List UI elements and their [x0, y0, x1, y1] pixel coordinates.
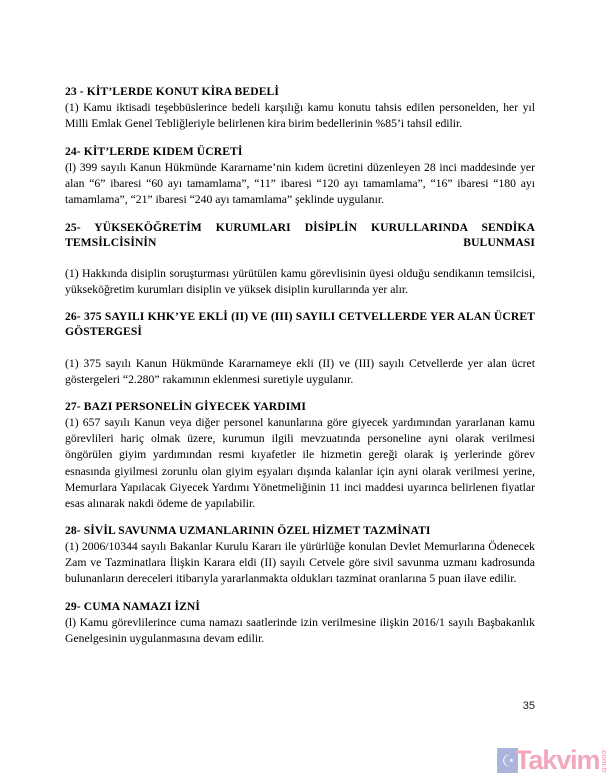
section-paragraph: (1) Kamu iktisadi teşebbüslerince bedeli karşılığı kamu konutu tahsis edilen personelden, her yıl Milli Emlak Genel Tebliğleriyle belirlenen kira birim bedellerinin %85’i tahsil edilir. — [65, 101, 535, 131]
section-heading: 28- SİVİL SAVUNMA UZMANLARININ ÖZEL HİZMET TAZMİNATI — [65, 524, 431, 538]
section-heading: 24- KİT’LERDE KIDEM ÜCRETİ — [65, 144, 243, 158]
section-paragraph: (1) 375 sayılı Kanun Hükmünde Kararnameye ekli (II) ve (III) sayılı Cetvellerde yer alan ücret göstergeleri “2.280” rakamının eklenmesi suretiyle uygulanır. — [65, 356, 535, 386]
section-paragraph: (1) 657 sayılı Kanun veya diğer personel kanunlarına göre giyecek yardımından yararlanan kamu görevlileri hariç olmak üzere, kurumun ilgili mevzuatında personeline ayni olarak verilmesi öngörülen giyim yardımından resmi kıyafetler ile hizmetin gereği olarak iş yerlerinde görev esnasında giyilmesi zorunlu olan giyim eşyaları dışında kalanlar için ayni olarak verilmesi yerine, Memurlara Yapılacak Giyecek Yardımı Yönetmeliğinin 11 inci maddesi uyarınca belirlenen fiyatlar esas alınarak nakdi ödeme de yapılabilir. — [65, 416, 535, 510]
takvim-watermark — [497, 744, 609, 777]
section-heading: 26- 375 SAYILI KHK’YE EKLİ (II) VE (III) SAYILI CETVELLERDE YER ALAN ÜCRET GÖSTERGESİ — [65, 310, 535, 339]
section-29 — [65, 599, 535, 647]
section-25 — [65, 220, 535, 298]
section-paragraph: (1) Hakkında disiplin soruşturması yürütülen kamu görevlisinin üyesi olduğu sendikanın temsilcisi, yükseköğretim kurumları disiplin ve yüksek disiplin kurullarında yer alır. — [65, 266, 535, 296]
section-paragraph: (1) 2006/10344 sayılı Bakanlar Kurulu Kararı ile yürürlüğe konulan Devlet Memurlarına Ödenecek Zam ve Tazminatlara İlişkin Karara eldi (II) sayılı Cetvele göre sivil savunma uzmanı kadrosunda bulunanların dereceleri itibarıyla yararlanmakta oldukları tazminat oranlarına 5 puan ilave edilir. — [65, 540, 535, 586]
page-number: 35 — [522, 700, 535, 712]
section-27 — [65, 399, 535, 512]
section-26 — [65, 309, 535, 387]
document-body — [65, 84, 535, 659]
section-28 — [65, 523, 535, 587]
section-heading: 25- YÜKSEKÖĞRETİM KURUMLARI DİSİPLİN KURULLARINDA SENDİKA TEMSİLCİSİNİN BULUNMASI — [65, 220, 535, 249]
section-paragraph: (l) 399 sayılı Kanun Hükmünde Kararname’nin kıdem ücretini düzenleyen 28 inci maddesinde yer alan “6” ibaresi “60 ayı tamamlama”, “11” ibaresi “120 ayı tamamlama”, “16” ibaresi “180 ayı tamamlama”, “21” ibaresi “240 ayı tamamlama” şeklinde uygulanır. — [65, 160, 535, 206]
section-heading: 29- CUMA NAMAZI İZNİ — [65, 600, 201, 614]
watermark-tld: .com.tr — [599, 747, 609, 773]
section-24 — [65, 144, 535, 208]
section-heading: 27- BAZI PERSONELİN GİYECEK YARDIMI — [65, 400, 306, 414]
section-paragraph: (l) Kamu görevlilerince cuma namazı saatlerinde izin verilmesine ilişkin 2016/1 sayılı Başbakanlık Genelgesinin uygulanmasına devam edilir. — [65, 616, 535, 646]
watermark-word-rest: akvim — [528, 745, 600, 775]
watermark-lead-letter: T — [515, 745, 529, 775]
section-23 — [65, 84, 535, 132]
watermark-wordmark — [515, 747, 599, 774]
section-heading: 23 - KİT’LERDE KONUT KİRA BEDELİ — [65, 85, 279, 98]
